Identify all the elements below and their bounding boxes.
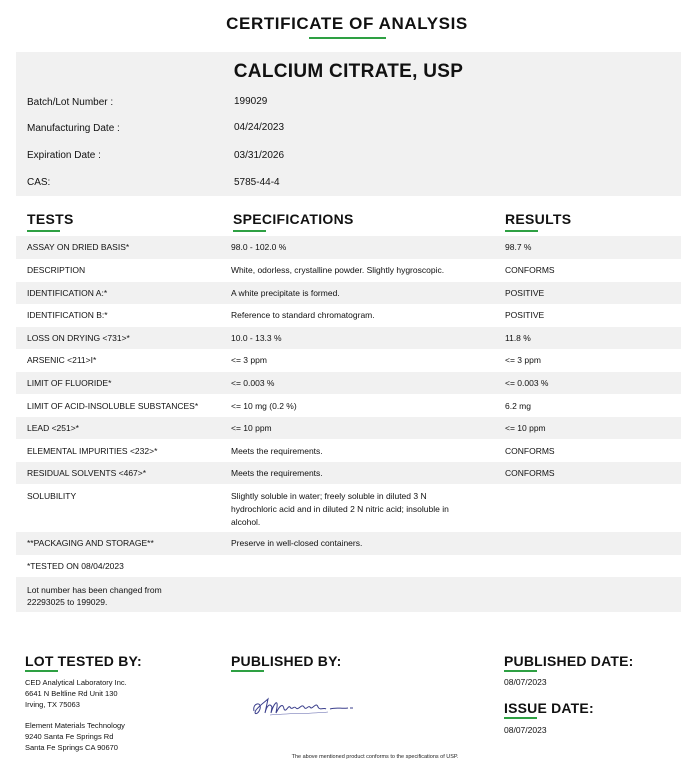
lab1-name: CED Analytical Laboratory Inc. [25, 678, 127, 687]
published-date-underline [504, 670, 537, 672]
test-result: <= 0.003 % [505, 378, 549, 388]
test-name: IDENTIFICATION A:* [27, 288, 108, 298]
test-result: <= 3 ppm [505, 355, 541, 365]
manufacturing-date-value: 04/24/2023 [234, 122, 285, 133]
test-result: <= 10 ppm [505, 423, 546, 433]
test-result: 11.8 % [505, 333, 531, 343]
test-name: LOSS ON DRYING <731>* [27, 333, 130, 343]
batch-lot-value: 199029 [234, 96, 268, 107]
specifications-header-underline [233, 230, 266, 232]
signature-underline [270, 712, 328, 715]
test-specification: Preserve in well-closed containers. [231, 538, 363, 548]
table-row [16, 349, 681, 372]
test-result: CONFORMS [505, 265, 555, 275]
table-row [16, 372, 681, 394]
test-result: 6.2 mg [505, 401, 531, 411]
test-name: SOLUBILITY [27, 491, 77, 501]
test-name: ASSAY ON DRIED BASIS* [27, 242, 130, 252]
table-row [16, 327, 681, 349]
lab2-name: Element Materials Technology [25, 721, 125, 730]
test-specification: Reference to standard chromatogram. [231, 310, 375, 320]
test-specification: Meets the requirements. [231, 446, 323, 456]
issue-date-heading: ISSUE DATE: [504, 700, 594, 716]
tests-header-underline [27, 230, 60, 232]
lab-address-2 [25, 720, 125, 753]
test-name: IDENTIFICATION B:* [27, 310, 108, 320]
specifications-header: SPECIFICATIONS [233, 211, 354, 227]
test-name: DESCRIPTION [27, 265, 86, 275]
test-name: ELEMENTAL IMPURITIES <232>* [27, 446, 158, 456]
signature-tail [330, 708, 353, 709]
document-title: CERTIFICATE OF ANALYSIS [226, 14, 468, 33]
batch-lot-label: Batch/Lot Number : [27, 97, 114, 108]
expiration-date-value: 03/31/2026 [234, 150, 285, 161]
table-row [16, 555, 681, 577]
lot-change-note: Lot number has been changed from 22293025 to 199029. [27, 585, 162, 607]
lot-tested-by-underline [25, 670, 58, 672]
published-date-heading: PUBLISHED DATE: [504, 653, 634, 669]
results-header: RESULTS [505, 211, 572, 227]
conformance-disclaimer: The above mentioned product conforms to the specifications of USP. [291, 754, 459, 760]
issue-date-value: 08/07/2023 [504, 725, 547, 735]
issue-date-underline [504, 717, 537, 719]
lab-address-1 [25, 677, 127, 710]
test-result: CONFORMS [505, 468, 555, 478]
test-result: POSITIVE [505, 288, 545, 298]
published-date-value: 08/07/2023 [504, 677, 547, 687]
table-row [16, 304, 681, 327]
manufacturing-date-label: Manufacturing Date : [27, 123, 120, 134]
cas-label: CAS: [27, 177, 51, 188]
table-row [16, 236, 681, 259]
test-note: *TESTED ON 08/04/2023 [27, 561, 124, 571]
test-specification: <= 3 ppm [231, 355, 267, 365]
signature-stroke [254, 699, 326, 714]
test-specification: <= 0.003 % [231, 378, 275, 388]
table-row [16, 259, 681, 282]
title-underline [309, 37, 386, 39]
lab2-city: Santa Fe Springs CA 90670 [25, 743, 118, 752]
lot-tested-by-heading: LOT TESTED BY: [25, 653, 142, 669]
test-specification: A white precipitate is formed. [231, 288, 340, 298]
test-result: POSITIVE [505, 310, 545, 320]
test-specification: <= 10 mg (0.2 %) [231, 401, 297, 411]
lab1-city: Irving, TX 75063 [25, 700, 80, 709]
signature-image [250, 693, 360, 723]
test-specification: 10.0 - 13.3 % [231, 333, 282, 343]
product-info-block [16, 52, 681, 196]
test-specification: 98.0 - 102.0 % [231, 242, 287, 252]
lab2-street: 9240 Santa Fe Springs Rd [25, 732, 114, 741]
test-specification: <= 10 ppm [231, 423, 272, 433]
test-name: LIMIT OF FLUORIDE* [27, 378, 112, 388]
table-row [16, 577, 681, 612]
test-specification: Meets the requirements. [231, 468, 323, 478]
table-row [16, 462, 681, 484]
published-by-heading: PUBLISHED BY: [231, 653, 342, 669]
test-name: LEAD <251>* [27, 423, 79, 433]
expiration-date-label: Expiration Date : [27, 150, 101, 161]
tests-header: TESTS [27, 211, 74, 227]
test-specification: White, odorless, crystalline powder. Slightly hygroscopic. [231, 265, 445, 275]
lab1-street: 6641 N Beltline Rd Unit 130 [25, 689, 118, 698]
test-name: LIMIT OF ACID-INSOLUBLE SUBSTANCES* [27, 401, 199, 411]
test-name: ARSENIC <211>I* [27, 355, 97, 365]
test-name: **PACKAGING AND STORAGE** [27, 538, 154, 548]
test-name: RESIDUAL SOLVENTS <467>* [27, 468, 147, 478]
test-specification: Slightly soluble in water; freely soluble in diluted 3 N hydrochloric acid and in diluted 2 N nitric acid; insoluble in alcohol. [231, 491, 449, 527]
published-by-underline [231, 670, 264, 672]
table-row [16, 484, 681, 532]
test-result: 98.7 % [505, 242, 532, 252]
product-name: CALCIUM CITRATE, USP [233, 61, 464, 82]
cas-value: 5785-44-4 [234, 177, 280, 188]
table-row [16, 417, 681, 439]
table-row [16, 532, 681, 555]
results-header-underline [505, 230, 538, 232]
table-row [16, 439, 681, 462]
table-row [16, 282, 681, 304]
table-row [16, 394, 681, 417]
test-result: CONFORMS [505, 446, 555, 456]
